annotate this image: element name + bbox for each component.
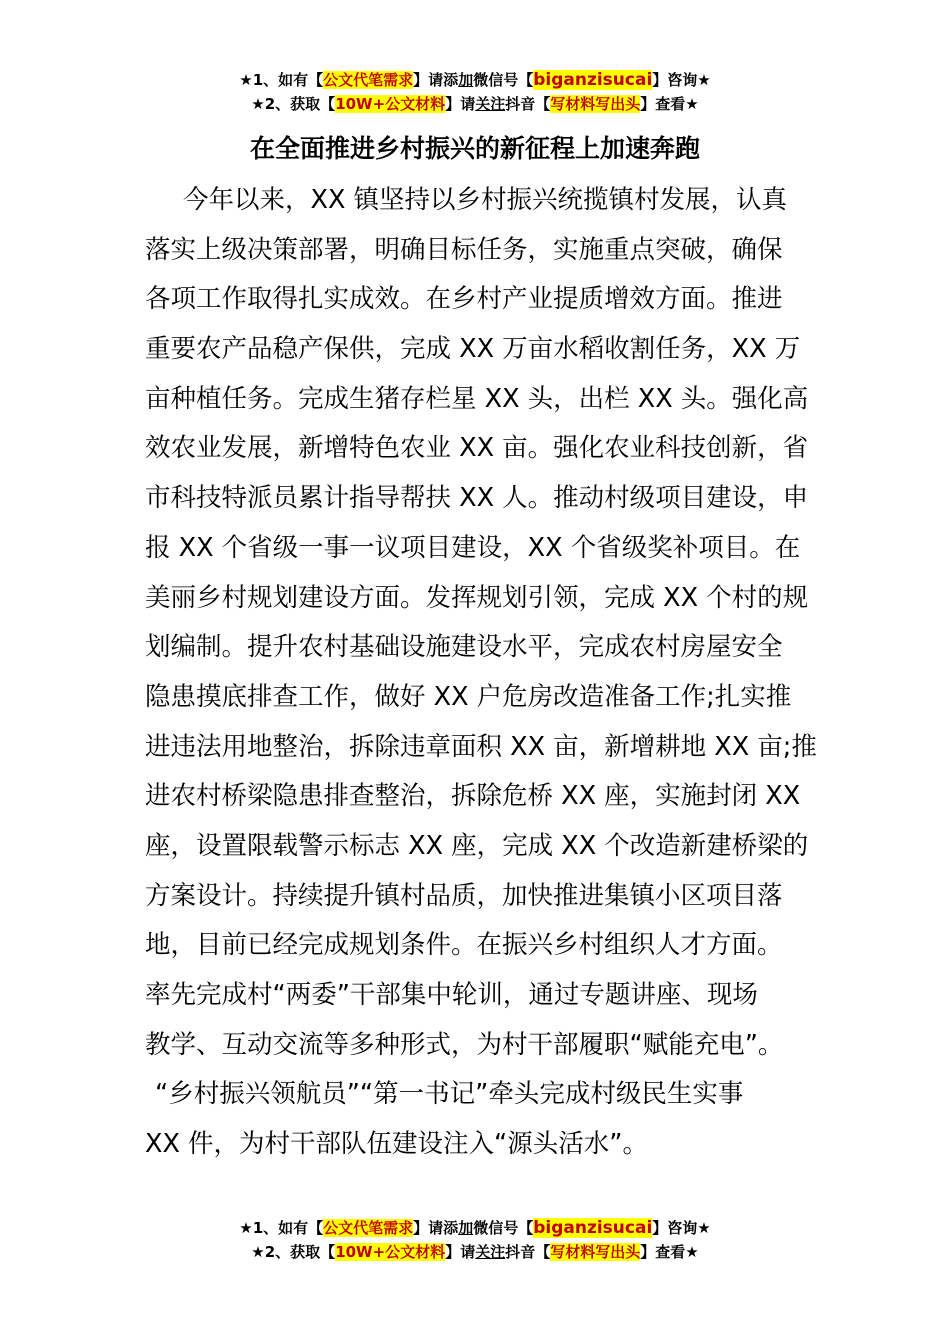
body-line: 隐患摸底排查工作，做好 XX 户危房改造准备工作;扎实推: [145, 681, 792, 712]
promo-footer-line-2-mid: 】请: [445, 1243, 476, 1261]
body-line: 教学、互动交流等多种形式，为村干部履职“赋能充电”。: [145, 1029, 784, 1060]
promo-wechat-id: biganzisucai: [533, 70, 653, 90]
promo-footer-line-1-mid: 】请添: [413, 1219, 459, 1237]
promo-line-2: [0, 92, 950, 116]
promo-douyin-account: 写材料写出头: [550, 95, 641, 113]
promo-footer-line-2-underlined: 关注: [475, 1243, 506, 1261]
promo-footer-line-1: [0, 1216, 950, 1240]
promo-footer-line-2-prefix: ★2、获取【: [251, 1243, 336, 1261]
promo-footer-line-1-underlined: 加: [458, 1219, 474, 1237]
promo-footer-line-2-mid2: 抖音【: [505, 1243, 551, 1261]
promo-line-2-suffix: 】查看★: [640, 95, 699, 113]
promo-footer-highlight-materials: 10W+公文材料: [335, 1243, 446, 1261]
body-line: 座，设置限载警示标志 XX 座，完成 XX 个改造新建桥梁的: [145, 830, 809, 861]
promo-line-2-prefix: ★2、获取【: [251, 95, 336, 113]
body-line: 今年以来，XX 镇坚持以乡村振兴统揽镇村发展，认真: [183, 185, 788, 215]
promo-line-1-mid: 】请添: [413, 71, 459, 89]
promo-line-1-prefix: ★1、如有【: [239, 71, 324, 89]
promo-footer-line-2-suffix: 】查看★: [640, 1243, 699, 1261]
promo-line-2-mid2: 抖音【: [505, 95, 551, 113]
body-line: XX 件，为村干部队伍建设注入“源头活水”。: [145, 1129, 648, 1160]
body-line: 进违法用地整治，拆除违章面积 XX 亩，新增耕地 XX 亩;推: [145, 731, 817, 762]
body-line: 各项工作取得扎实成效。在乡村产业提质增效方面。推进: [145, 284, 783, 315]
promo-footer-line-2: [0, 1240, 950, 1264]
document-body: [145, 176, 817, 1170]
promo-footer-wechat-id: biganzisucai: [533, 1218, 653, 1238]
promo-footer-line-1-prefix: ★1、如有【: [239, 1219, 324, 1237]
body-line: 划编制。提升农村基础设施建设水平，完成农村房屋安全: [145, 632, 783, 663]
body-line: 报 XX 个省级一事一议项目建设，XX 个省级奖补项目。在: [145, 532, 801, 563]
document-title: 在全面推进乡村振兴的新征程上加速奔跑: [249, 134, 700, 163]
promo-line-1: [0, 68, 950, 92]
promo-header: [0, 68, 950, 116]
body-line: 率先完成村“两委”干部集中轮训，通过专题讲座、现场: [145, 980, 758, 1010]
body-line: 亩种植任务。完成生猪存栏星 XX 头，出栏 XX 头。强化高: [145, 383, 809, 414]
promo-footer-douyin-account: 写材料写出头: [550, 1243, 641, 1261]
body-line: 方案设计。持续提升镇村品质，加快推进集镇小区项目落: [145, 880, 783, 911]
promo-line-1-suffix: 】咨询★: [652, 71, 711, 89]
body-line: 美丽乡村规划建设方面。发挥规划引领，完成 XX 个村的规: [145, 582, 809, 613]
promo-highlight-materials: 10W+公文材料: [335, 95, 446, 113]
promo-footer: [0, 1216, 950, 1264]
body-line: 落实上级决策部署，明确目标任务，实施重点突破，确保: [145, 234, 783, 265]
body-line: 地，目前已经完成规划条件。在振兴乡村组织人才方面。: [145, 930, 783, 961]
promo-footer-line-1-mid2: 微信号【: [473, 1219, 534, 1237]
body-line: 进农村桥梁隐患排查整治，拆除危桥 XX 座，实施封闭 XX: [145, 781, 801, 812]
body-line: 效农业发展，新增特色农业 XX 亩。强化农业科技创新，省: [145, 433, 809, 464]
body-line: “乡村振兴领航员”“第一书记”牵头完成村级民生实事: [155, 1079, 744, 1110]
body-line: 重要农产品稳产保供，完成 XX 万亩水稻收割任务，XX 万: [145, 334, 801, 365]
promo-line-1-mid2: 微信号【: [473, 71, 534, 89]
promo-footer-line-1-suffix: 】咨询★: [652, 1219, 711, 1237]
promo-highlight-ghostwriting: 公文代笔需求: [323, 71, 414, 89]
promo-line-1-underlined: 加: [458, 71, 474, 89]
body-line: 市科技特派员累计指导帮扶 XX 人。推动村级项目建设，申: [145, 483, 809, 514]
promo-line-2-underlined: 关注: [475, 95, 506, 113]
promo-footer-highlight-ghostwriting: 公文代笔需求: [323, 1219, 414, 1237]
promo-line-2-mid: 】请: [445, 95, 476, 113]
